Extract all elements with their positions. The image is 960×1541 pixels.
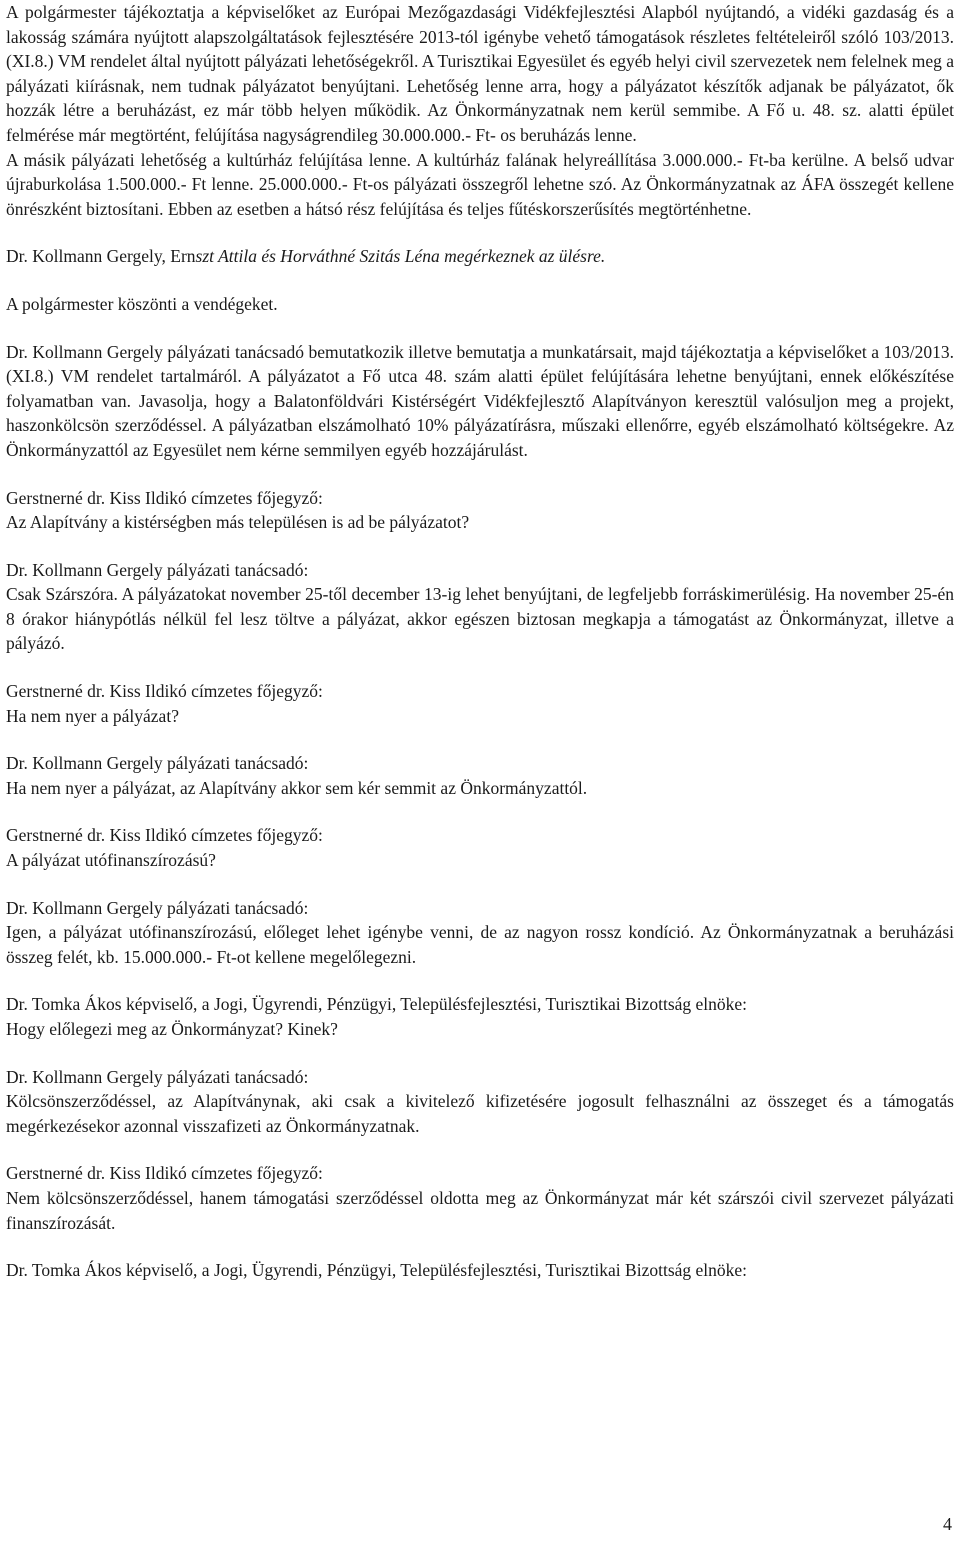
speech-text: Ha nem nyer a pályázat, az Alapítvány akkor sem kér semmit az Önkormányzattól. xyxy=(6,777,588,798)
speech-text: Kölcsönszerződéssel, az Alapítványnak, aki csak a kivitelező kifizetésére jogosult felhasználni az összeget és a támogatás megérkezésekor azonnal visszafizeti az Önkormányzatnak. xyxy=(6,1091,954,1136)
dialogue-block-4 xyxy=(6,751,954,800)
speech-text: Hogy előlegezi meg az Önkormányzat? Kinek? xyxy=(6,1019,338,1039)
speech-text: Igen, a pályázat utófinanszírozású, előleget lehet igénybe venni, de az nagyon rossz kondíció. Az Önkormányzatnak a beruházási összeg felét, kb. 15.000.000.- Ft-ot kellene megelőlegezni. xyxy=(6,922,954,967)
dialogue-block-9 xyxy=(6,1161,954,1235)
speaker-name: Gerstnerné dr. Kiss Ildikó címzetes főjegyző: xyxy=(6,825,323,846)
speaker-name: Dr. Kollmann Gergely pályázati tanácsadó: xyxy=(6,559,309,580)
document-page xyxy=(6,0,954,1306)
speaker-name: Gerstnerné dr. Kiss Ildikó címzetes főjegyző: xyxy=(6,1163,323,1184)
dialogue-block-1 xyxy=(6,486,954,535)
dialogue-block-6 xyxy=(6,896,954,970)
speaker-name: Dr. Kollmann Gergely pályázati tanácsadó: xyxy=(6,753,309,774)
greeting-note: A polgármester köszönti a vendégeket. xyxy=(6,293,278,314)
speech-text: Csak Szárszóra. A pályázatokat november 25-től december 13-ig lehet benyújtani, de legfeljebb forráskimerülésig. Ha november 25-én 8 órakor hiánypótlás nélkül fel lesz töltve a pályázat, akkor egészen biztosan megkapja a támogatást az Önkormányzat, illetve a pályázó. xyxy=(6,584,954,654)
dialogue-block-8 xyxy=(6,1065,954,1139)
speaker-name: Gerstnerné dr. Kiss Ildikó címzetes főjegyző: xyxy=(6,681,323,702)
dialogue-block-7 xyxy=(6,992,954,1041)
speech-text: Az Alapítvány a kistérségben más településen is ad be pályázatot? xyxy=(6,512,470,533)
arrival-plain: Dr. Kollmann Gergely, Ern xyxy=(6,246,196,267)
arrival-italic: szt Attila és Horváthné Szitás Léna megérkeznek az ülésre. xyxy=(195,246,606,267)
dialogue-block-3 xyxy=(6,679,954,728)
paragraph-second-option: A másik pályázati lehetőség a kultúrház felújítása lenne. A kultúrház falának helyreállítása 3.000.000.- Ft-ba kerülne. A belső udvar újraburkolása 1.500.000.- Ft lenne. 25.000.000.- Ft-os pályázati összegről lehetne szó. Az Önkormányzatnak az ÁFA összegét kellene önrészként biztosítani. Ebben az esetben a hátsó rész felújítása és teljes fűtéskorszerűsítés megtörténhetne. xyxy=(6,149,954,219)
speaker-name: Dr. Kollmann Gergely pályázati tanácsadó: xyxy=(6,1066,309,1087)
dialogue-block-10 xyxy=(6,1258,954,1283)
speech-text: A pályázat utófinanszírozású? xyxy=(6,850,216,871)
paragraph-mayor-info: A polgármester tájékoztatja a képviselőket az Európai Mezőgazdasági Vidékfejlesztési Alapból nyújtandó, a vidéki gazdaság és a lakosság számára nyújtott alapszolgáltatások fejlesztésére 2013-tól igénybe vehető támogatások részletes feltételeiről szóló 103/2013.(XI.8.) VM rendelet által nyújtott pályázati lehetőségekről. A Turisztikai Egyesület és egyéb helyi civil szervezetek nem felelnek meg a pályázati kiírásnak, nem tudnak pályázatot benyújtani. Lehetőség lenne arra, hogy a pályázatot készítők adjanak be pályázatot, ők hozzák létre a beruházást, ez már több helyen működik. Az Önkormányzatnak nem kerül semmibe. A Fő u. 48. sz. alatti épület felmérése már megtörtént, felújítása nagyságrendileg 30.000.000.- Ft- os beruházás lenne. xyxy=(6,2,954,145)
speaker-name: Dr. Tomka Ákos képviselő, a Jogi, Ügyrendi, Pénzügyi, Településfejlesztési, Turisztikai Bizottság elnöke: xyxy=(6,1260,748,1281)
paragraph-intro: Dr. Kollmann Gergely pályázati tanácsadó bemutatkozik illetve bemutatja a munkatársait, majd tájékoztatja a képviselőket a 103/2013.(XI.8.) VM rendelet tartalmáról. A pályázatot a Fő utca 48. szám alatti épület felújítására lehetne benyújtani, ennek előkészítése folyamatban van. Javasolja, hogy a Balatonföldvári Kistérségért Vidékfejlesztő Alapítványon keresztül valósuljon meg a projekt, haszonkölcsön szerződéssel. A pályázatban elszámolható 10% pályázatírásra, műszaki ellenőrre, egyéb elszámolható költségekre. Az Önkormányzattól az Egyesület nem kérne semmilyen egyéb hozzájárulást. xyxy=(6,341,954,460)
speaker-name: Dr. Kollmann Gergely pályázati tanácsadó: xyxy=(6,897,309,918)
speaker-name: Dr. Tomka Ákos képviselő, a Jogi, Ügyrendi, Pénzügyi, Településfejlesztési, Turisztikai Bizottság elnöke: xyxy=(6,994,748,1015)
speech-text: Ha nem nyer a pályázat? xyxy=(6,705,179,726)
dialogue-block-2 xyxy=(6,558,954,656)
page-number: 4 xyxy=(943,1514,952,1534)
arrival-note xyxy=(6,244,954,269)
dialogue-block-5 xyxy=(6,823,954,872)
speech-text: Nem kölcsönszerződéssel, hanem támogatási szerződéssel oldotta meg az Önkormányzat már két szárszói civil szervezet pályázati finanszírozását. xyxy=(6,1187,954,1233)
speaker-name: Gerstnerné dr. Kiss Ildikó címzetes főjegyző: xyxy=(6,487,323,508)
